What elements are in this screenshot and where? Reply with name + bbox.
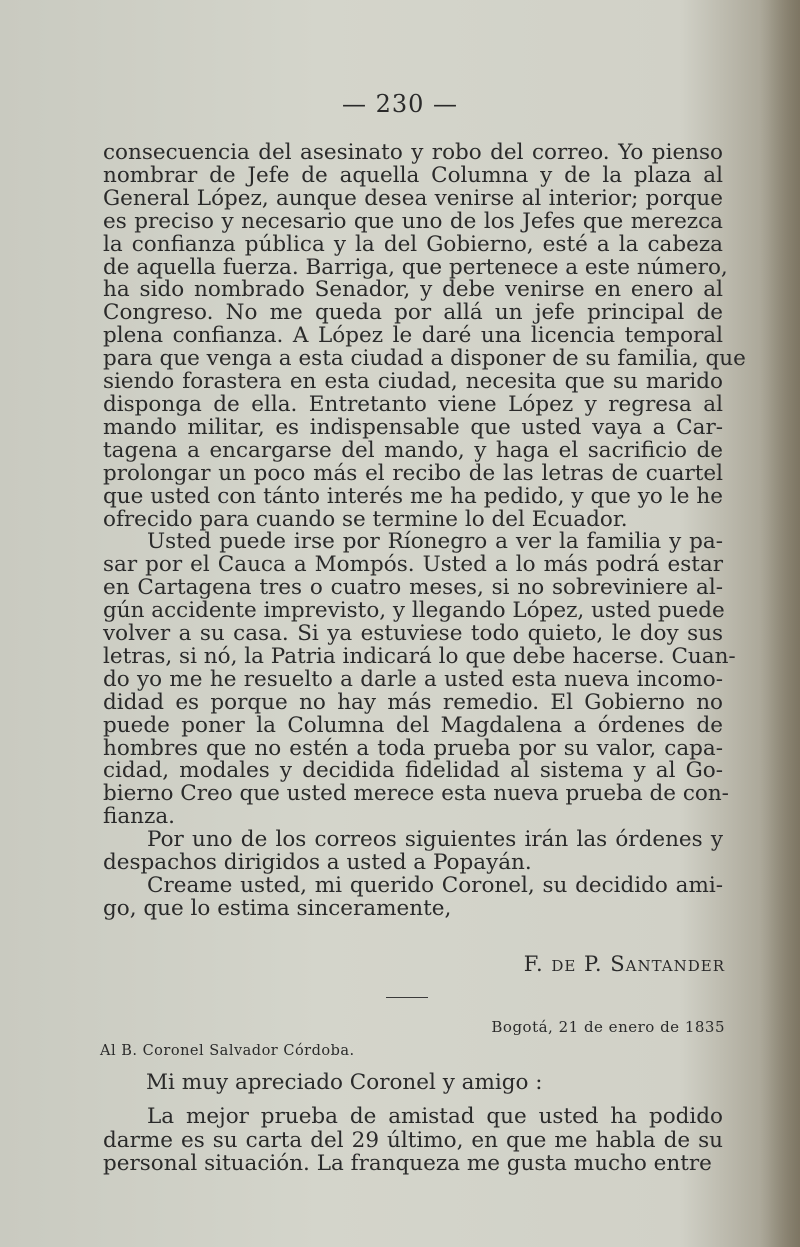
text-line: despachos dirigidos a usted a Popayán. <box>103 850 532 876</box>
text-line: plena confianza. A López le daré una licencia temporal <box>103 323 723 349</box>
text-line: fianza. <box>103 804 175 830</box>
text-line: en Cartagena tres o cuatro meses, si no sobreviniere al- <box>103 575 723 601</box>
text-line: darme es su carta del 29 último, en que me habla de su <box>103 1127 723 1153</box>
text-line: que usted con tánto interés me ha pedido, y que yo le he <box>103 483 723 509</box>
text-line: hombres que no estén a toda prueba por su valor, capa- <box>103 735 723 761</box>
text-line: Usted puede irse por Ríonegro a ver la familia y pa- <box>147 529 723 555</box>
text-line: go, que lo estima sinceramente, <box>103 895 452 921</box>
text-line: volver a su casa. Si ya estuviese todo quieto, le doy sus <box>103 621 723 647</box>
text-line: bierno Creo que usted merece esta nueva prueba de con- <box>103 781 729 807</box>
text-line: cidad, modales y decidida fidelidad al sistema y al Go- <box>103 758 723 784</box>
text-line: sar por el Cauca a Mompós. Usted a lo más podrá estar <box>103 552 723 578</box>
text-line: General López, aunque desea venirse al interior; porque <box>103 185 723 211</box>
text-line: gún accidente imprevisto, y llegando López, usted puede <box>103 598 725 624</box>
text-line: tagena a encargarse del mando, y haga el sacrificio de <box>103 437 723 463</box>
text-line: La mejor prueba de amistad que usted ha podido <box>147 1104 723 1129</box>
page-edge-shadow <box>760 0 800 1247</box>
page-number: — 230 — <box>341 90 459 118</box>
text-line: do yo me he resuelto a darle a usted esta nueva incomo- <box>103 666 723 692</box>
text-line: didad es porque no hay más remedio. El Gobierno no <box>103 689 723 715</box>
text-line: es preciso y necesario que uno de los Jefes que merezca <box>103 208 723 234</box>
addressee: Al B. Coronel Salvador Córdoba. <box>100 1043 355 1059</box>
text-line: nombrar de Jefe de aquella Columna y de la plaza al <box>103 162 723 188</box>
text-line: la confianza pública y la del Gobierno, esté a la cabeza <box>103 231 723 257</box>
text-line: Por uno de los correos siguientes irán las órdenes y <box>147 827 723 853</box>
text-line: de aquella fuerza. Barriga, que pertenece a este número, <box>103 254 728 280</box>
text-line: puede poner la Columna del Magdalena a órdenes de <box>103 712 723 738</box>
second-letter-body <box>103 1105 723 1176</box>
text-line: prolongar un poco más el recibo de las letras de cuartel <box>103 460 723 486</box>
letter-body <box>103 140 746 921</box>
text-line: mando militar, es indispensable que usted vaya a Car- <box>103 414 723 440</box>
salutation: Mi muy apreciado Coronel y amigo : <box>146 1070 543 1095</box>
text-line: siendo forastera en esta ciudad, necesita que su marido <box>103 369 723 395</box>
text-line: Creame usted, mi querido Coronel, su decidido ami- <box>147 873 723 898</box>
text-line: Congreso. No me queda por allá un jefe principal de <box>103 300 723 326</box>
text-line: personal situación. La franqueza me gusta mucho entre <box>103 1151 712 1176</box>
date-line: Bogotá, 21 de enero de 1835 <box>491 1018 725 1036</box>
signature: F. de P. Santander <box>523 952 725 976</box>
text-line: disponga de ella. Entretanto viene López y regresa al <box>103 391 723 417</box>
text-line: ofrecido para cuando se termine lo del Ecuador. <box>103 506 628 532</box>
text-line: ha sido nombrado Senador, y debe venirse en enero al <box>103 277 723 303</box>
section-divider <box>386 997 428 998</box>
text-line: para que venga a esta ciudad a disponer de su familia, que <box>103 346 746 372</box>
text-line: consecuencia del asesinato y robo del correo. Yo pienso <box>103 140 723 165</box>
text-line: letras, si nó, la Patria indicará lo que debe hacerse. Cuan- <box>103 643 736 669</box>
